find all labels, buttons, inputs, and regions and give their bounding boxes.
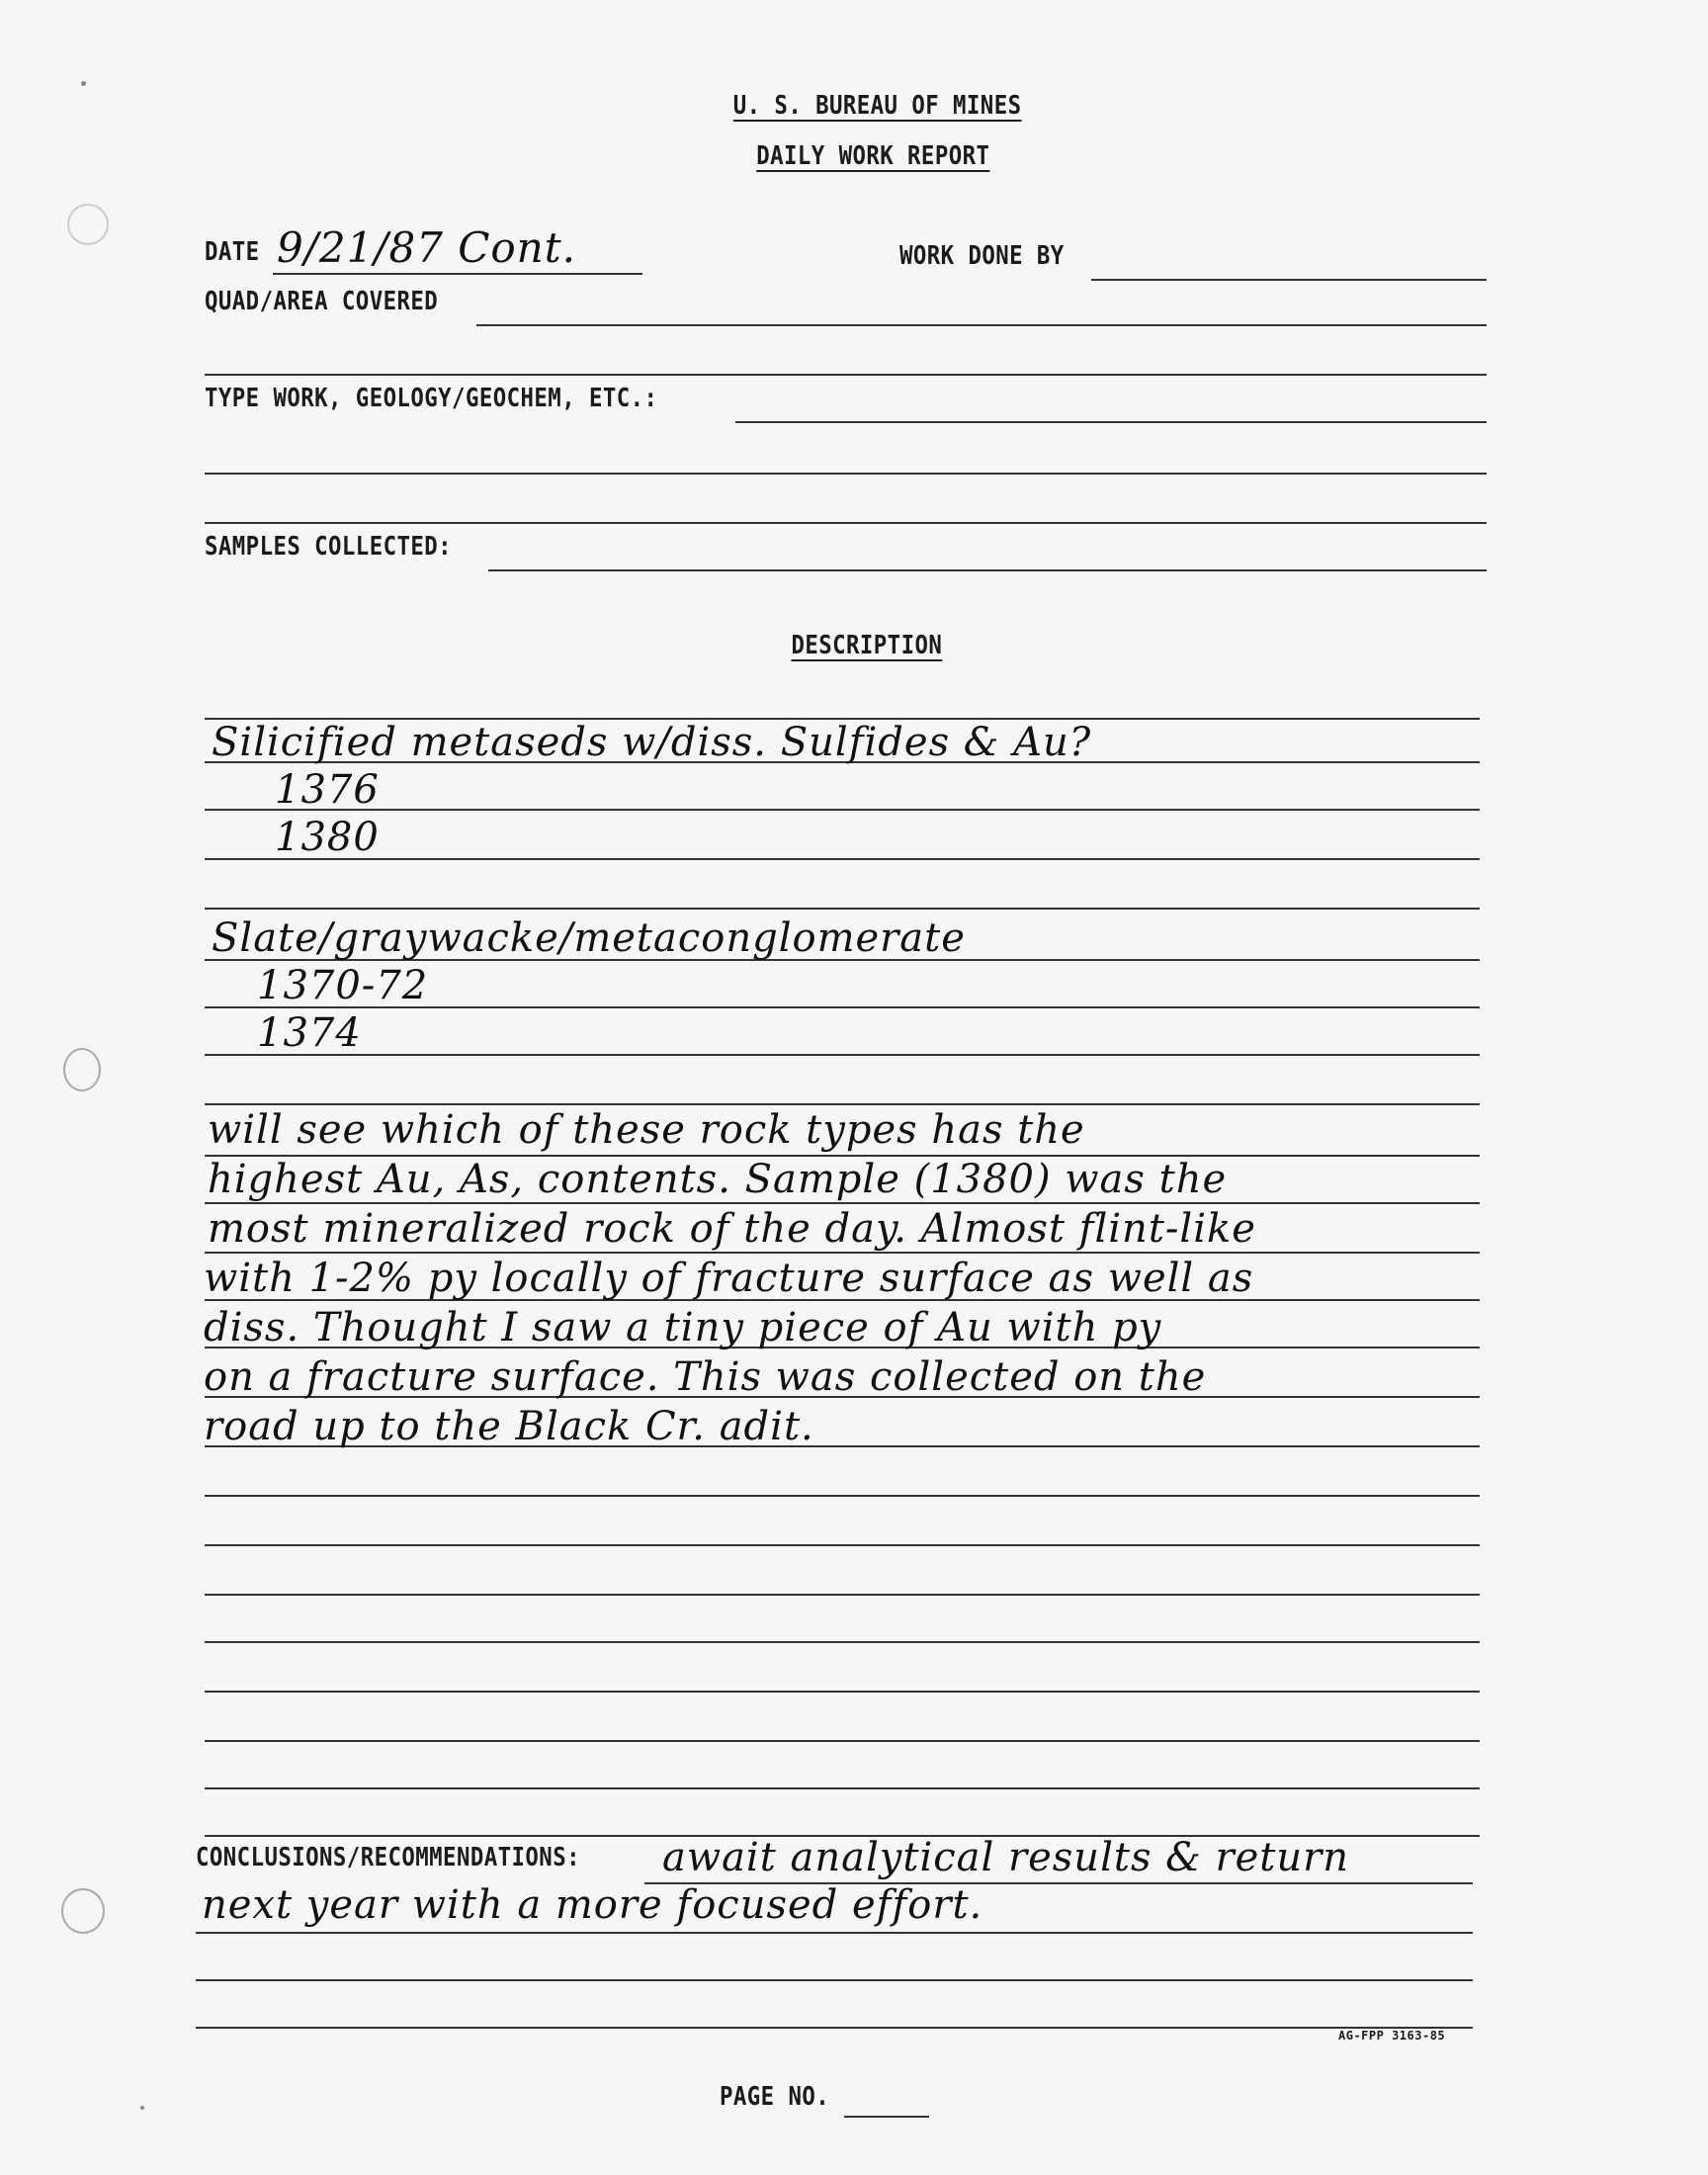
work-done-by-label: WORK DONE BY	[899, 241, 1065, 271]
description-line	[205, 1252, 1480, 1254]
description-heading: DESCRIPTION	[791, 631, 942, 660]
sample-number: 1376	[275, 767, 380, 813]
quad-line-2[interactable]	[205, 374, 1487, 376]
type-work-line-2[interactable]	[205, 473, 1487, 475]
description-entry: highest Au, As, contents. Sample (1380) was the	[208, 1157, 1228, 1202]
punch-hole-bottom	[61, 1888, 105, 1934]
description-entry: road up to the Black Cr. adit.	[204, 1404, 814, 1449]
conclusions-line-3	[196, 1979, 1473, 1981]
samples-line[interactable]	[488, 569, 1487, 571]
scan-speck	[140, 2106, 144, 2110]
sample-number: 1380	[275, 815, 380, 860]
description-entry: on a fracture surface. This was collected on the	[204, 1354, 1207, 1400]
description-line	[205, 1495, 1480, 1497]
conclusions-line-2	[196, 1932, 1473, 1934]
description-entry: will see which of these rock types has the	[208, 1107, 1085, 1153]
page-number-line[interactable]	[844, 2116, 929, 2118]
description-line	[205, 1691, 1480, 1693]
description-line	[205, 858, 1480, 860]
conclusions-line-4	[196, 2027, 1473, 2029]
quad-line[interactable]	[476, 324, 1487, 326]
description-line	[205, 1103, 1480, 1105]
form-number: AG-FPP 3163-85	[1338, 2029, 1446, 2043]
description-line	[205, 809, 1480, 811]
date-label: DATE	[205, 237, 260, 267]
sample-number: 1374	[257, 1010, 362, 1056]
type-work-line[interactable]	[735, 421, 1487, 423]
conclusions-label: CONCLUSIONS/RECOMMENDATIONS:	[196, 1843, 580, 1872]
description-entry: Silicified metaseds w/diss. Sulfides & Au?	[212, 720, 1092, 765]
conclusions-entry: await analytical results & return	[662, 1835, 1350, 1880]
samples-label: SAMPLES COLLECTED:	[205, 532, 453, 562]
description-line	[205, 1054, 1480, 1056]
report-title: DAILY WORK REPORT	[756, 141, 990, 171]
description-line	[205, 1594, 1480, 1596]
description-line	[205, 908, 1480, 910]
description-line	[205, 1544, 1480, 1546]
sample-number: 1370-72	[257, 963, 429, 1008]
description-entry: diss. Thought I saw a tiny piece of Au with py	[204, 1305, 1162, 1350]
description-line	[205, 1740, 1480, 1742]
description-line	[205, 1787, 1480, 1789]
description-entry: with 1-2% py locally of fracture surface as well as	[204, 1256, 1254, 1301]
type-work-label: TYPE WORK, GEOLOGY/GEOCHEM, ETC.:	[205, 384, 658, 413]
page-number-label: PAGE NO.	[720, 2082, 830, 2112]
scan-speck	[81, 81, 86, 86]
description-line	[205, 1641, 1480, 1643]
punch-hole-top	[67, 204, 109, 245]
date-value[interactable]: 9/21/87 Cont.	[277, 223, 576, 272]
description-line	[205, 1202, 1480, 1204]
type-work-line-3[interactable]	[205, 522, 1487, 524]
agency-title: U. S. BUREAU OF MINES	[732, 91, 1022, 121]
conclusions-entry: next year with a more focused effort.	[202, 1882, 983, 1928]
description-entry: most mineralized rock of the day. Almost flint-like	[208, 1206, 1256, 1252]
date-line	[273, 273, 642, 275]
work-done-by-line[interactable]	[1091, 279, 1487, 281]
description-entry: Slate/graywacke/metaconglomerate	[212, 915, 966, 961]
punch-hole-middle	[63, 1048, 101, 1091]
quad-label: QUAD/AREA COVERED	[205, 287, 439, 316]
